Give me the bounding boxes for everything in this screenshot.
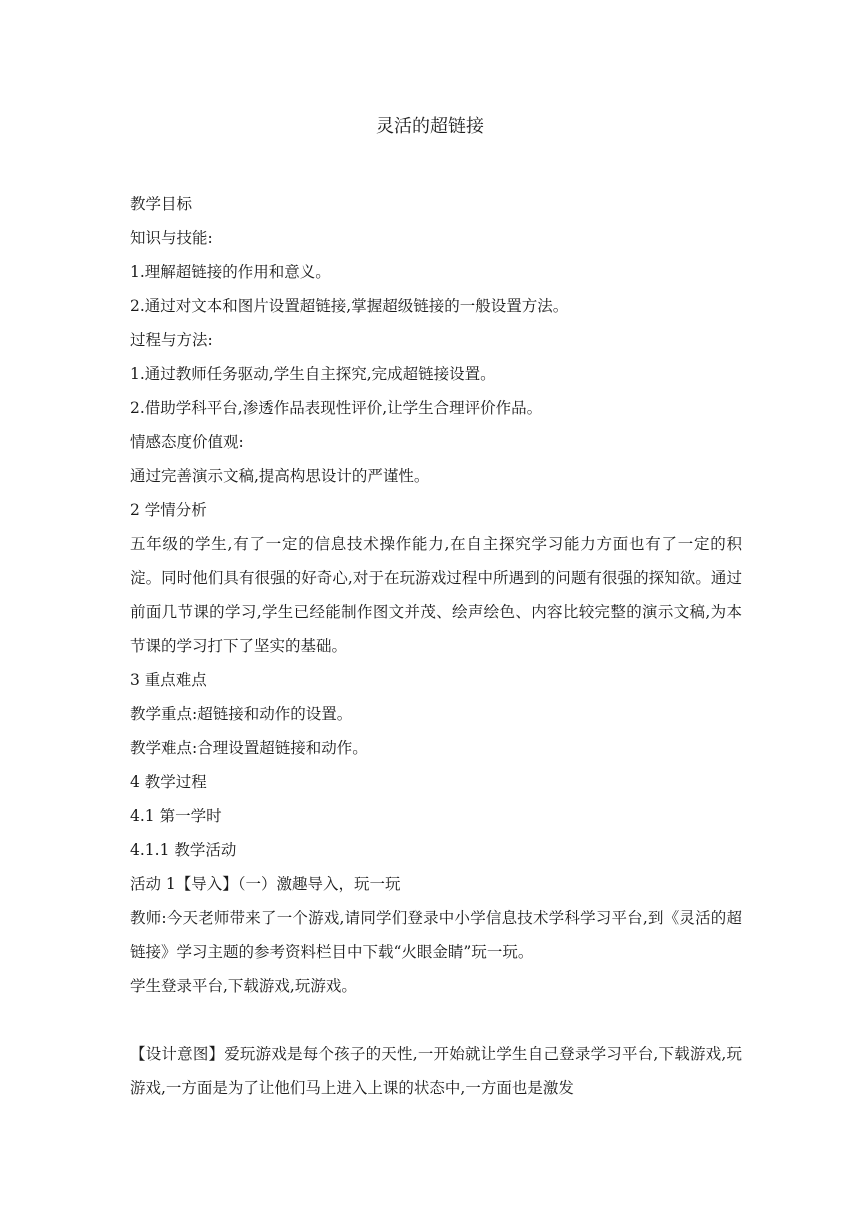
heading-teaching-goals: 教学目标 [130,195,193,213]
paragraph-teacher-intro: 教师:今天老师带来了一个游戏,请同学们登录中小学信息技术学科学习平台,到《灵活的超链接》学习主题的参考资料栏目中下载“火眼金睛”玩一玩。 [130,909,742,961]
text-line: 教学重点:超链接和动作的设置。 [130,705,353,723]
text-line: 2.借助学科平台,渗透作品表现性评价,让学生合理评价作品。 [130,399,543,417]
text-line: 教学难点:合理设置超链接和动作。 [130,739,368,757]
document-title: 灵活的超链接 [376,116,484,137]
heading-teaching-activities: 4.1.1 教学活动 [130,841,237,859]
text-line: 1.理解超链接的作用和意义。 [130,263,331,281]
subheading-emotion-values: 情感态度价值观: [130,433,244,451]
text-line: 通过完善演示文稿,提高构思设计的严谨性。 [130,467,430,485]
text-line: 学生登录平台,下载游戏,玩游戏。 [130,977,357,995]
heading-student-analysis: 2 学情分析 [130,501,207,519]
subheading-process-method: 过程与方法: [130,331,213,349]
heading-key-points: 3 重点难点 [130,671,207,689]
heading-teaching-process: 4 教学过程 [130,773,207,791]
text-line: 1.通过教师任务驱动,学生自主探究,完成超链接设置。 [130,365,496,383]
text-activity-1: 活动 1【导入】（一）激趣导入，玩一玩 [130,875,401,893]
text-line: 2.通过对文本和图片设置超链接,掌握超级链接的一般设置方法。 [130,297,569,315]
heading-first-period: 4.1 第一学时 [130,807,222,825]
paragraph-design-intent: 【设计意图】爱玩游戏是每个孩子的天性,一开始就让学生自己登录学习平台,下载游戏,玩游戏,一方面是为了让他们马上进入上课的状态中,一方面也是激发 [130,1045,742,1097]
subheading-knowledge-skills: 知识与技能: [130,229,213,247]
blank-line [130,1003,742,1037]
document-body [130,187,742,1105]
paragraph-student-analysis: 五年级的学生,有了一定的信息技术操作能力,在自主探究学习能力方面也有了一定的积淀。同时他们具有很强的好奇心,对于在玩游戏过程中所遇到的问题有很强的探知欲。通过前面几节课的学习,学生已经能制作图文并茂、绘声绘色、内容比较完整的演示文稿,为本节课的学习打下了坚实的基础。 [130,535,742,655]
